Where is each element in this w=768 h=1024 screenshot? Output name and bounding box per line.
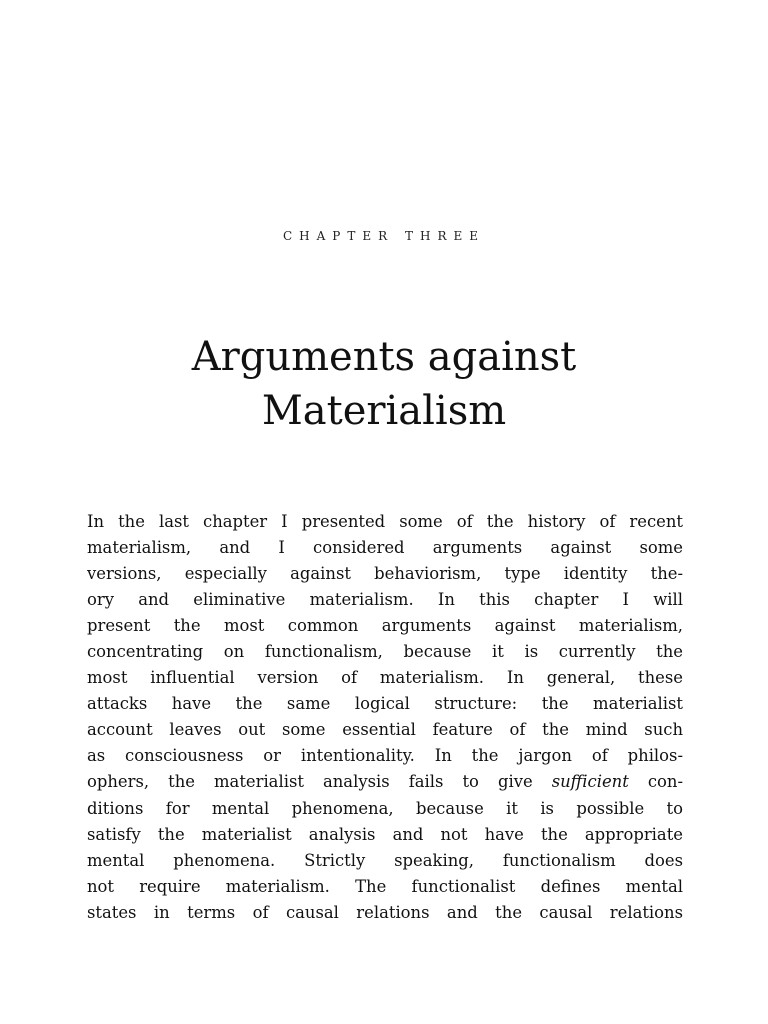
emphasized-word: sufficient: [551, 772, 629, 792]
text-line: states in terms of causal relations and the causal relations: [87, 902, 683, 922]
text-segment: ophers, the materialist analysis fails to give: [87, 772, 552, 792]
text-line: as consciousness or intentionality. In the jargon of philos-: [87, 746, 683, 766]
body-paragraph: [87, 509, 683, 926]
text-line: satisfy the materialist analysis and not have the appropriate: [87, 824, 683, 844]
text-line: present the most common arguments against materialism,: [87, 616, 683, 636]
chapter-title-line: Materialism: [261, 388, 507, 434]
text-line: ory and eliminative materialism. In this chapter I will: [87, 590, 683, 610]
text-segment: con-: [628, 772, 683, 792]
chapter-title-line: Arguments against: [191, 334, 577, 380]
text-line: attacks have the same logical structure: the materialist: [87, 694, 683, 714]
text-line-with-italic: [87, 769, 683, 795]
text-line: concentrating on functionalism, because it is currently the: [87, 642, 683, 662]
text-line: mental phenomena. Strictly speaking, functionalism does: [87, 850, 683, 870]
chapter-label: CHAPTER THREE: [282, 229, 486, 243]
text-line: ditions for mental phenomena, because it is possible to: [87, 798, 683, 818]
text-line: In the last chapter I presented some of the history of recent: [87, 512, 683, 531]
text-line: most influential version of materialism. In general, these: [87, 668, 683, 688]
chapter-title: [0, 330, 768, 438]
text-line: not require materialism. The functionalist defines mental: [87, 876, 683, 896]
text-line: account leaves out some essential feature of the mind such: [87, 720, 683, 740]
text-line: versions, especially against behaviorism, type identity the-: [87, 564, 683, 584]
text-line: materialism, and I considered arguments against some: [87, 538, 683, 558]
